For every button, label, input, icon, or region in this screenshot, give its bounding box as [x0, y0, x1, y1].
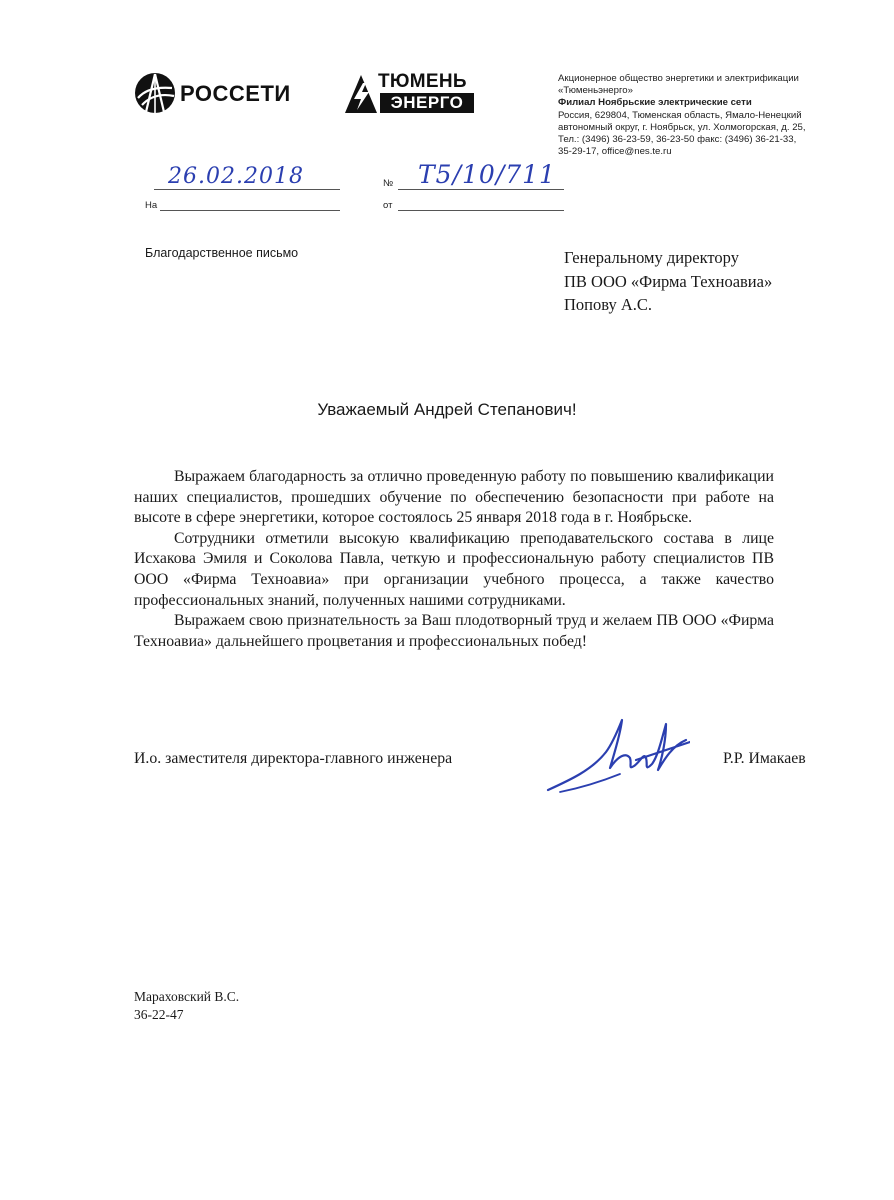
company-name-short: «Тюменьэнерго» — [558, 85, 633, 97]
executor-name: Мараховский В.С. — [134, 989, 240, 1004]
rosseti-emblem-icon — [134, 72, 176, 114]
executor-phone: 36-22-47 — [134, 1007, 184, 1022]
letter-body — [134, 467, 774, 652]
company-address-line: Россия, 629804, Тюменская область, Ямало-Ненецкий — [558, 109, 802, 121]
company-phones-line: Тел.: (3496) 36-23-59, 36-23-50 факс: (3496) 36-21-33, — [558, 134, 797, 146]
company-name-line: Акционерное общество энергетики и электрификации — [558, 73, 799, 84]
number-underline — [398, 189, 564, 190]
tyumenenergo-wordmark-bottom: ЭНЕРГО — [380, 93, 474, 113]
body-paragraph: Выражаем свою признательность за Ваш плодотворный труд и желаем ПВ ООО «Фирма Техноавиа» дальнейшего процветания и профессиональных побед! — [134, 612, 774, 650]
date-underline — [154, 189, 340, 190]
signer-title: И.о. заместителя директора-главного инженера — [134, 750, 453, 767]
rosseti-logo — [134, 72, 291, 116]
company-address-line: автономный округ, г. Ноябрьск, ул. Холмогорская, д. 25, — [558, 121, 806, 133]
handwritten-date: 26.02.2018 — [168, 164, 304, 189]
company-phones-line: 35-29-17, office@nes.te.ru — [558, 146, 672, 158]
from-underline — [398, 210, 564, 211]
number-label: № — [383, 178, 394, 189]
addressee-line: Попову А.С. — [564, 295, 653, 314]
on-label: На — [145, 200, 158, 211]
on-underline — [160, 210, 340, 211]
tyumenenergo-logo — [344, 70, 476, 116]
document-type: Благодарственное письмо — [145, 246, 299, 260]
executor-block — [134, 988, 239, 1024]
from-label: от — [383, 200, 393, 211]
signer-name: Р.Р. Имакаев — [723, 750, 806, 767]
tyumenenergo-emblem-icon — [344, 74, 378, 114]
company-requisites — [558, 73, 848, 158]
addressee-line: Генеральному директору — [564, 248, 739, 267]
body-paragraph: Выражаем благодарность за отлично проведенную работу по повышению квалификации наших специалистов, прошедших обучение по обеспечению безопасности при работе на высоте в сфере энергетики, которое состоялось 25 января 2018 года в г. Ноябрьске. — [134, 468, 774, 527]
addressee-block — [564, 246, 772, 317]
body-paragraph: Сотрудники отметили высокую квалификацию преподавательского состава в лице Исхакова Эмиля и Соколова Павла, четкую и профессиональную работу специалистов ПВ ООО «Фирма Техноавиа» при организации учебного процесса, а также качество профессиональных знаний, полученных нашими сотрудниками. — [134, 529, 774, 609]
tyumenenergo-wordmark-top: ТЮМЕНЬ — [378, 71, 467, 92]
handwritten-signature — [540, 712, 690, 802]
rosseti-wordmark: РОССЕТИ — [180, 81, 291, 106]
salutation: Уважаемый Андрей Степанович! — [317, 400, 577, 419]
branch-name: Филиал Ноябрьские электрические сети — [558, 97, 752, 109]
addressee-line: ПВ ООО «Фирма Техноавиа» — [564, 271, 773, 291]
handwritten-number: Т5/10/711 — [418, 160, 556, 189]
